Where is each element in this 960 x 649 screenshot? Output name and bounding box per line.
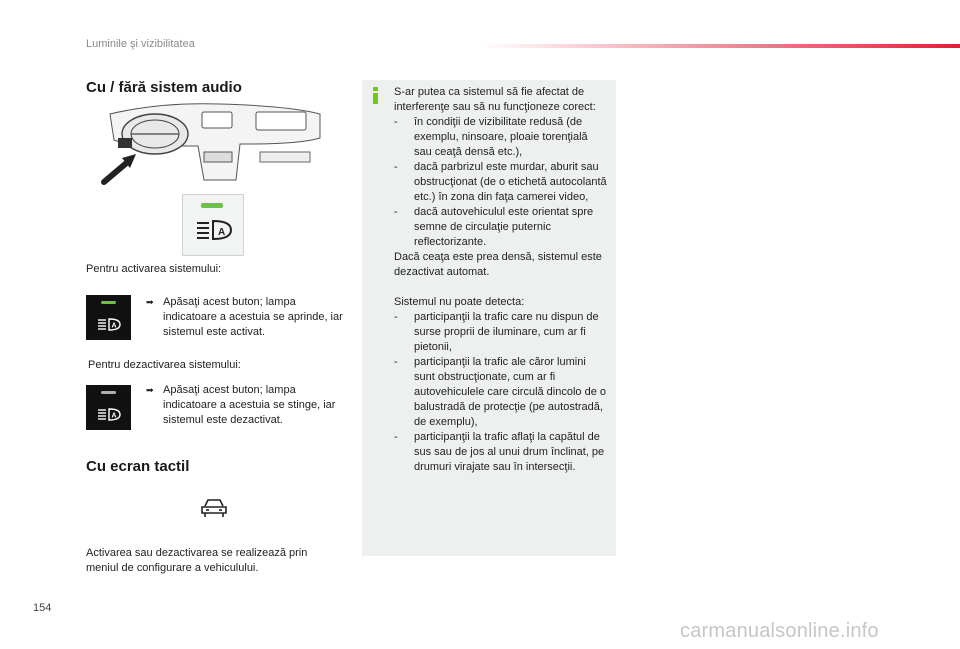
header-accent-rule bbox=[480, 44, 960, 48]
step-arrow-icon: ➡ bbox=[146, 297, 154, 307]
auto-lighting-button-off bbox=[86, 385, 131, 430]
auto-lighting-button-on bbox=[86, 295, 131, 340]
info-intro: S-ar putea ca sistemul să fie afectat de interferenţe sau să nu funcţioneze corect: bbox=[394, 86, 596, 113]
info-note: Dacă ceaţa este prea densă, sistemul este dezactivat automat. bbox=[394, 251, 602, 278]
list-item: - dacă parbrizul este murdar, aburit sau obstrucţionat (de o etichetă autocolantă etc.) în zona din faţa camerei video, bbox=[394, 161, 607, 203]
section-title: Luminile şi vizibilitatea bbox=[86, 38, 195, 50]
deactivate-step: ➡ Apăsaţi acest buton; lampa indicatoare a acestuia se stinge, iar sistemul este dezactivat. bbox=[146, 384, 336, 426]
activate-step: ➡ Apăsaţi acest buton; lampa indicatoare a acestuia se aprinde, iar sistemul este activat. bbox=[146, 296, 343, 338]
list-item: - participanţii la trafic care nu dispun de surse proprii de iluminare, cum ar fi pietonii, bbox=[394, 311, 599, 353]
auto-beam-icon bbox=[183, 195, 243, 255]
svg-text:A: A bbox=[111, 322, 117, 330]
indicator-on-icon bbox=[101, 301, 116, 304]
list-item: - participanţii la trafic aflaţi la capătul de sus sau de jos al unui drum înclinat, pe drumuri virajate sau în intersecţii. bbox=[394, 431, 605, 473]
step-arrow-icon: ➡ bbox=[146, 385, 154, 395]
list-item: - în condiţii de vizibilitate redusă (de exemplu, ninsoare, ploaie torenţială sau ceaţă densă etc.), bbox=[394, 116, 588, 158]
auto-lighting-button-illustration bbox=[182, 194, 244, 256]
svg-text:A: A bbox=[218, 227, 226, 238]
info-icon bbox=[373, 87, 378, 104]
indicator-off-icon bbox=[101, 391, 116, 394]
touch-screen-text: Activarea sau dezactivarea se realizează prin meniul de configurare a vehiculului. bbox=[86, 547, 308, 574]
heading-touch-screen: Cu ecran tactil bbox=[86, 458, 190, 475]
info-text bbox=[394, 85, 608, 475]
watermark: carmanualsonline.info bbox=[680, 620, 879, 642]
dashboard-illustration bbox=[100, 100, 324, 186]
list-item: - dacă autovehiculul este orientat spre semne de circulaţie puternic reflectorizante. bbox=[394, 206, 594, 248]
activate-intro: Pentru activarea sistemului: bbox=[86, 263, 222, 275]
heading-audio: Cu / fără sistem audio bbox=[86, 79, 242, 96]
svg-text:A: A bbox=[111, 412, 117, 420]
list-item: - participanţii la trafic ale căror lumini sunt obstrucţionate, cum ar fi autovehiculele care circulă dincolo de o balustradă de protecţie (pe autostradă, de exemplu), bbox=[394, 356, 607, 428]
car-icon bbox=[200, 497, 228, 519]
deactivate-intro: Pentru dezactivarea sistemului: bbox=[88, 359, 241, 371]
page-number: 154 bbox=[33, 602, 52, 614]
info-intro-2: Sistemul nu poate detecta: bbox=[394, 296, 525, 308]
